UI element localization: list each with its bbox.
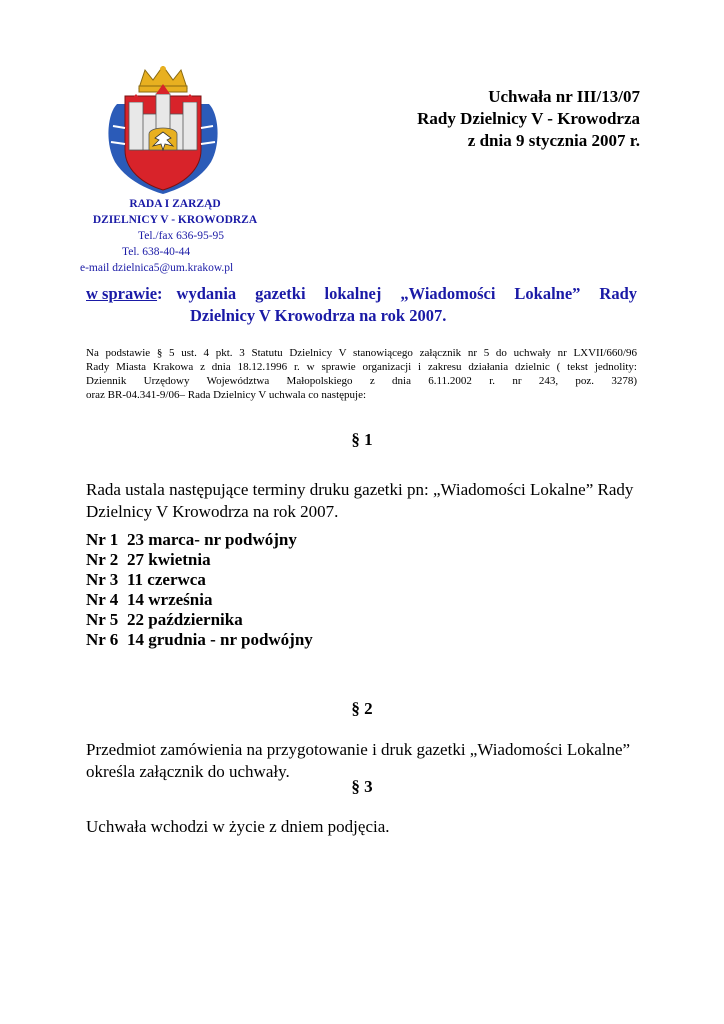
coat-of-arms-icon — [103, 66, 223, 196]
basis-line3: Dziennik Urzędowy Województwa Małopolskiego z dnia 6.11.2002 r. nr 243, poz. 3278) — [86, 375, 637, 387]
org-name-line1: RADA I ZARZĄD — [129, 198, 221, 210]
issue-number: Nr 3 — [86, 570, 119, 589]
issue-date: 14 grudnia - nr podwójny — [127, 630, 313, 649]
title-line3: z dnia 9 stycznia 2007 r. — [467, 131, 640, 150]
issue-number: Nr 2 — [86, 550, 119, 569]
subject-colon: : — [157, 284, 163, 303]
legal-basis — [86, 346, 637, 402]
section1-heading: § 1 — [351, 430, 373, 449]
list-item — [86, 550, 313, 570]
section2-text: Przedmiot zamówienia na przygotowanie i druk gazetki „Wiadomości Lokalne” określa załącznik do uchwały. — [86, 740, 631, 781]
list-item — [86, 590, 313, 610]
issue-number: Nr 5 — [86, 610, 119, 629]
org-email: e-mail dzielnica5@um.krakow.pl — [80, 262, 234, 274]
section1-text: Rada ustala następujące terminy druku gazetki pn: „Wiadomości Lokalne” Rady Dzielnicy V Krowodrza na rok 2007. — [86, 480, 634, 521]
org-name-line2: DZIELNICY V - KROWODRZA — [92, 214, 258, 226]
list-item — [86, 570, 313, 590]
print-dates-list — [86, 530, 313, 650]
basis-line1: Na podstawie § 5 ust. 4 pkt. 3 Statutu Dzielnicy V stanowiącego załącznik nr 5 do uchwały nr LXVII/660/96 — [86, 347, 637, 359]
basis-line2: Rady Miasta Krakowa z dnia 18.12.1996 r. w sprawie organizacji i zakresu działania dzielnic ( tekst jednolity: — [86, 361, 637, 373]
issue-date: 11 czerwca — [127, 570, 206, 589]
subject-block — [86, 283, 637, 327]
basis-line4: oraz BR-04.341-9/06– Rada Dzielnicy V uchwala co następuje: — [86, 389, 367, 401]
subject-label: w sprawie — [86, 284, 158, 303]
resolution-title — [417, 86, 640, 152]
subject-line1: wydania gazetki lokalnej „Wiadomości Lokalne” Rady — [176, 284, 637, 303]
list-item — [86, 530, 313, 550]
issue-number: Nr 6 — [86, 630, 119, 649]
issue-date: 14 września — [127, 590, 213, 609]
issue-date: 27 kwietnia — [127, 550, 211, 569]
organization-block — [80, 196, 270, 276]
section3-heading: § 3 — [351, 777, 373, 796]
org-phone-fax: Tel./fax 636-95-95 — [138, 230, 225, 242]
issue-date: 23 marca- nr podwójny — [127, 530, 297, 549]
issue-date: 22 października — [127, 610, 243, 629]
list-item — [86, 610, 313, 630]
org-phone: Tel. 638-40-44 — [122, 246, 191, 258]
subject-line2: Dzielnicy V Krowodrza na rok 2007. — [190, 306, 447, 325]
title-line1: Uchwała nr III/13/07 — [488, 87, 640, 106]
list-item — [86, 630, 313, 650]
issue-number: Nr 4 — [86, 590, 119, 609]
section2-heading: § 2 — [351, 699, 373, 718]
section3-text: Uchwała wchodzi w życie z dniem podjęcia. — [86, 817, 390, 836]
issue-number: Nr 1 — [86, 530, 119, 549]
title-line2: Rady Dzielnicy V - Krowodrza — [417, 109, 640, 128]
